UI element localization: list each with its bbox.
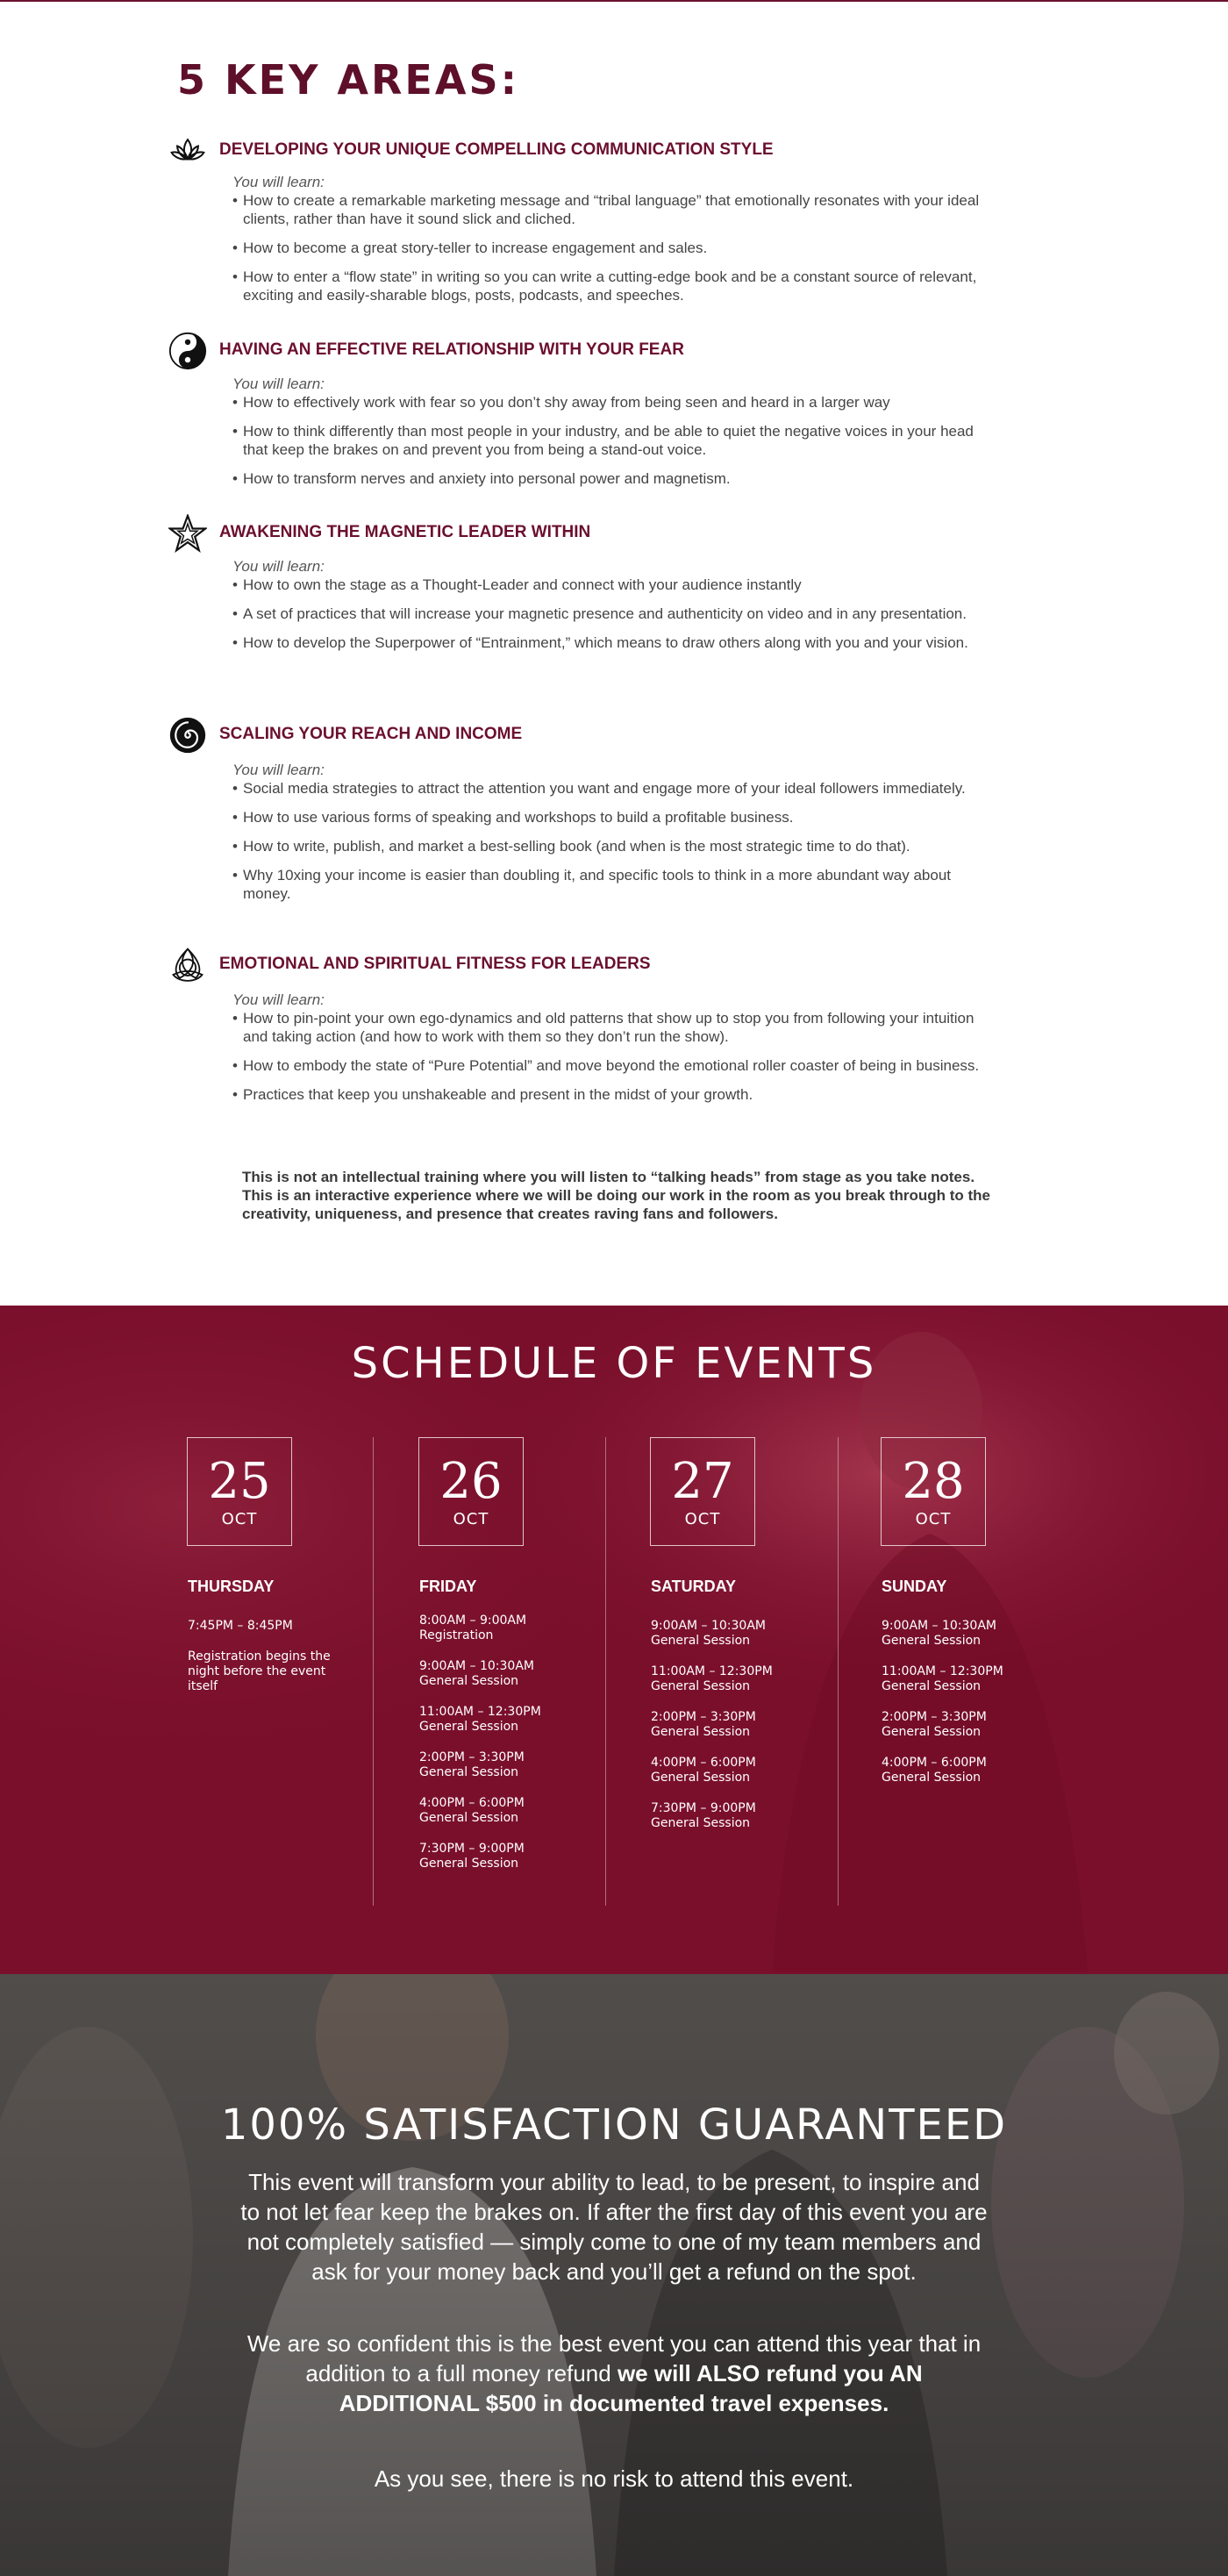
session-label: General Session xyxy=(882,1725,982,1739)
day-name: SUNDAY xyxy=(882,1578,947,1595)
session-item xyxy=(882,1710,1096,1740)
session-time: 11:00AM – 12:30PM xyxy=(651,1664,773,1678)
session-time: 11:00AM – 12:30PM xyxy=(419,1705,541,1719)
session-label: General Session xyxy=(419,1765,519,1779)
session-note: Registration begins the night before the event itself xyxy=(188,1649,331,1693)
list-item: • How to effectively work with fear so you don’t shy away from being seen and heard in a larger way xyxy=(232,393,987,411)
date-month: OCT xyxy=(453,1510,489,1528)
date-month: OCT xyxy=(915,1510,952,1528)
session-item xyxy=(651,1619,866,1649)
day-name: FRIDAY xyxy=(419,1578,477,1595)
session-item xyxy=(188,1649,346,1694)
list-item: • How to become a great story-teller to increase engagement and sales. xyxy=(232,239,987,257)
session-time: 4:00PM – 6:00PM xyxy=(882,1756,987,1770)
session-label: General Session xyxy=(651,1816,751,1830)
learn-label: You will learn: xyxy=(232,376,325,392)
day-name: SATURDAY xyxy=(651,1578,737,1595)
session-label: General Session xyxy=(419,1857,519,1871)
session-time: 2:00PM – 3:30PM xyxy=(882,1710,987,1724)
session-label: General Session xyxy=(651,1634,751,1648)
session-time: 8:00AM – 9:00AM xyxy=(419,1614,527,1628)
session-item xyxy=(882,1756,1096,1785)
list-item: • How to embody the state of “Pure Potential” and move beyond the emotional roller coaster of being in business. xyxy=(232,1056,987,1075)
session-label: General Session xyxy=(419,1674,519,1688)
session-time: 7:30PM – 9:00PM xyxy=(419,1842,525,1856)
day-name: THURSDAY xyxy=(188,1578,275,1595)
learn-label: You will learn: xyxy=(232,991,325,1008)
session-label: General Session xyxy=(651,1725,751,1739)
list-item: • How to create a remarkable marketing message and “tribal language” that emotionally resonates with your ideal clients, rather than have it sound slick and cliched. xyxy=(232,191,987,228)
date-box xyxy=(650,1437,755,1546)
learn-label: You will learn: xyxy=(232,762,325,778)
key-areas-section xyxy=(0,2,1228,1306)
date-month: OCT xyxy=(684,1510,721,1528)
session-item xyxy=(882,1664,1096,1694)
list-item: • Why 10xing your income is easier than doubling it, and specific tools to think in a more abundant way about money. xyxy=(232,866,987,903)
list-item: • How to enter a “flow state” in writing so you can write a cutting-edge book and be a constant source of relevant, exciting and easily-sharable blogs, posts, podcasts, and speeches. xyxy=(232,268,987,304)
list-item: • A set of practices that will increase your magnetic presence and authenticity on video and in any presentation. xyxy=(232,605,987,623)
list-item: • Practices that keep you unshakeable and present in the midst of your growth. xyxy=(232,1085,987,1104)
training-note: This is not an intellectual training where you will listen to “talking heads” from stage as you take notes. This is an interactive experience where we will be doing our work in the room as you break through to the creativity, uniqueness, and presence that creates raving fans and followers. xyxy=(242,1169,991,1222)
session-item xyxy=(882,1619,1096,1649)
session-item xyxy=(188,1619,403,1634)
guarantee-section xyxy=(0,1974,1228,2576)
key-areas-title: 5 KEY AREAS: xyxy=(177,56,519,104)
session-time: 7:30PM – 9:00PM xyxy=(651,1801,756,1815)
list-item: • How to transform nerves and anxiety into personal power and magnetism. xyxy=(232,469,987,488)
learn-label: You will learn: xyxy=(232,558,325,575)
date-month: OCT xyxy=(221,1510,258,1528)
session-time: 9:00AM – 10:30AM xyxy=(882,1619,996,1633)
session-label: Registration xyxy=(419,1628,494,1642)
guarantee-closing: As you see, there is no risk to attend this event. xyxy=(374,2465,854,2492)
session-item xyxy=(419,1842,634,1871)
date-box xyxy=(187,1437,292,1546)
session-label: General Session xyxy=(419,1811,519,1825)
date-day: 28 xyxy=(902,1453,965,1510)
session-label: General Session xyxy=(651,1679,751,1693)
date-box xyxy=(418,1437,524,1546)
session-item xyxy=(651,1801,866,1831)
yin-yang-icon xyxy=(167,330,209,372)
schedule-day xyxy=(646,1437,866,1847)
star-icon xyxy=(167,512,209,555)
guarantee-text: We are so confident this is the best event you can attend this year that in addition to a full money refund xyxy=(246,2330,982,2386)
area-heading: HAVING AN EFFECTIVE RELATIONSHIP WITH YOUR FEAR xyxy=(219,340,684,359)
area-heading: EMOTIONAL AND SPIRITUAL FITNESS FOR LEADERS xyxy=(219,955,651,973)
session-item xyxy=(651,1664,866,1694)
list-item: • Social media strategies to attract the attention you want and engage more of your ideal followers immediately. xyxy=(232,779,987,798)
triquetra-icon xyxy=(167,944,209,986)
session-item xyxy=(419,1796,634,1826)
guarantee-paragraph: This event will transform your ability to lead, to be present, to inspire and to not let fear keep the brakes on. If after the first day of this event you are not completely satisfied — simply come to one of my team members and ask for your money back and you’ll get a refund on the spot. xyxy=(240,2169,988,2285)
spiral-icon xyxy=(167,714,209,756)
session-item xyxy=(419,1750,634,1780)
area-heading: AWAKENING THE MAGNETIC LEADER WITHIN xyxy=(219,523,591,541)
session-time: 2:00PM – 3:30PM xyxy=(419,1750,525,1764)
session-time: 11:00AM – 12:30PM xyxy=(882,1664,1003,1678)
list-item: • How to use various forms of speaking and workshops to build a profitable business. xyxy=(232,808,987,826)
session-item xyxy=(419,1659,634,1689)
session-label: General Session xyxy=(419,1720,519,1734)
schedule-day xyxy=(183,1437,403,1710)
session-time: 9:00AM – 10:30AM xyxy=(419,1659,534,1673)
list-item: • How to write, publish, and market a best-selling book (and when is the most strategic time to do that). xyxy=(232,837,987,855)
date-day: 25 xyxy=(208,1453,271,1510)
session-label: General Session xyxy=(882,1679,982,1693)
guarantee-paragraph xyxy=(237,2329,991,2418)
date-box xyxy=(881,1437,986,1546)
schedule-day xyxy=(415,1437,634,1887)
list-item: • How to own the stage as a Thought-Leader and connect with your audience instantly xyxy=(232,576,987,594)
session-time: 2:00PM – 3:30PM xyxy=(651,1710,756,1724)
session-item xyxy=(651,1710,866,1740)
guarantee-title: 100% SATISFACTION GUARANTEED xyxy=(220,2100,1008,2150)
area-heading: SCALING YOUR REACH AND INCOME xyxy=(219,725,523,743)
session-item xyxy=(651,1756,866,1785)
lotus-icon xyxy=(167,130,209,172)
guarantee-highlight: we will ALSO refund you AN ADDITIONAL $500 in documented travel expenses. xyxy=(339,2360,923,2416)
session-label: General Session xyxy=(882,1771,982,1785)
date-day: 27 xyxy=(671,1453,734,1510)
session-item xyxy=(419,1705,634,1735)
session-label: General Session xyxy=(651,1771,751,1785)
session-label: General Session xyxy=(882,1634,982,1648)
session-time: 4:00PM – 6:00PM xyxy=(419,1796,525,1810)
schedule-title: SCHEDULE OF EVENTS xyxy=(351,1339,877,1388)
list-item: • How to think differently than most people in your industry, and be able to quiet the negative voices in your head that keep the brakes on and prevent you from being a stand-out voice. xyxy=(232,422,987,459)
date-day: 26 xyxy=(439,1453,503,1510)
session-time: 9:00AM – 10:30AM xyxy=(651,1619,766,1633)
session-time: 4:00PM – 6:00PM xyxy=(651,1756,756,1770)
learn-label: You will learn: xyxy=(232,174,325,190)
list-item: • How to pin-point your own ego-dynamics and old patterns that show up to stop you from following your intuition and taking action (and how to work with them so they don’t run the show). xyxy=(232,1009,987,1046)
area-heading: DEVELOPING YOUR UNIQUE COMPELLING COMMUNICATION STYLE xyxy=(219,140,774,159)
schedule-day xyxy=(877,1437,1096,1801)
schedule-section xyxy=(0,1306,1228,1974)
session-item xyxy=(419,1614,634,1643)
session-time: 7:45PM – 8:45PM xyxy=(188,1619,293,1633)
list-item: • How to develop the Superpower of “Entrainment,” which means to draw others along with you and your vision. xyxy=(232,633,987,652)
